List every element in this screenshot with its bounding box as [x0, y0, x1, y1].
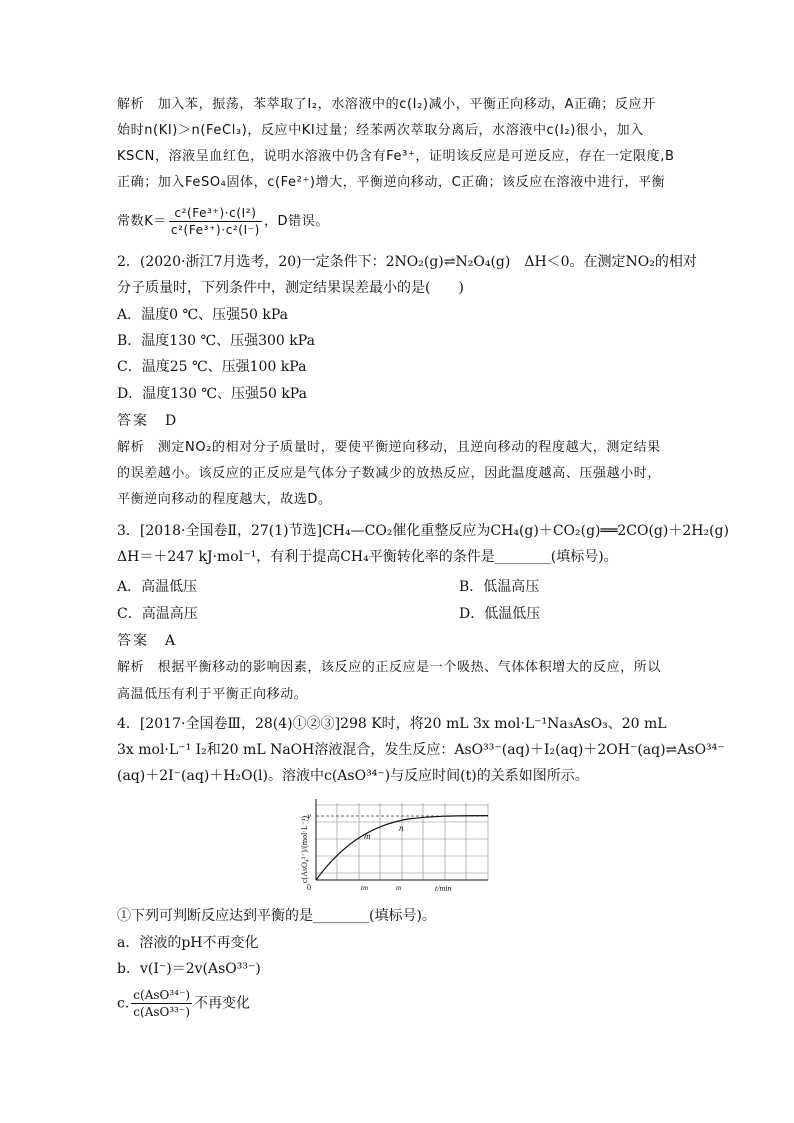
- analysis1-line4: 正确；加入FeSO₄固体，c(Fe²⁺)增大，平衡逆向移动，C正确；该反应在溶液中进行，平衡: [117, 175, 666, 190]
- q2-stem-2: 分子质量时，下列条件中，测定结果误差最小的是( ): [117, 280, 464, 296]
- k-suffix: ，D错误。: [263, 214, 329, 229]
- equilibrium-constant-line: [117, 205, 329, 238]
- k-denominator: c²(Fe³⁺)·c²(I⁻): [170, 223, 260, 237]
- tn-tick-label: tn: [396, 884, 402, 892]
- q3-analysis-1: 解析 根据平衡移动的影响因素，该反应的正反应是一个吸热、气体体积增大的反应，所以: [117, 660, 662, 675]
- q4-stem-3: (aq)＋2I⁻(aq)＋H₂O(l)。溶液中c(AsO³⁴⁻)与反应时间(t)的关系如图所示。: [117, 768, 589, 784]
- q3-answer: 答案 A: [117, 633, 178, 649]
- equilibrium-y-mark: y: [307, 811, 311, 821]
- point-n-label: n: [399, 823, 404, 833]
- q4-option-c-prefix: c.: [117, 995, 130, 1012]
- q2-stem-1: 2．(2020·浙江7月选考，20)一定条件下：2NO₂(g)⇌N₂O₄(g) ΔH＜0。在测定NO₂的相对: [117, 254, 697, 270]
- k-numerator: c²(Fe³⁺)·c(I²): [169, 205, 262, 222]
- y-axis-label: c(AsO₄³⁻)/(mol·L⁻¹): [300, 815, 309, 883]
- analysis1-line1: 解析 加入苯，振荡，苯萃取了I₂，水溶液中的c(I₂)减小，平衡正向移动，A正确；反应开: [117, 97, 656, 112]
- q3-option-b: B．低温高压: [459, 579, 540, 595]
- tm-tick-label: tm: [361, 884, 368, 892]
- q2-option-a: A．温度0 ℃、压强50 kPa: [117, 307, 289, 323]
- x-axis-label: t/min: [435, 884, 452, 893]
- concentration-time-graph: [298, 795, 498, 895]
- ratio-numerator: c(AsO³⁴⁻): [133, 988, 190, 1002]
- q4-option-a: a．溶液的pH不再变化: [117, 935, 259, 951]
- q3-stem-2: ΔH＝＋247 kJ·mol⁻¹，有利于提高CH₄平衡转化率的条件是________(填标号)。: [117, 549, 618, 565]
- q3-option-row-2: [117, 604, 541, 624]
- q3-option-row-1: [117, 577, 540, 597]
- point-m-label: m: [364, 831, 371, 841]
- q2-option-c: C．温度25 ℃、压强100 kPa: [117, 359, 307, 375]
- ratio-denominator: c(AsO³³⁻): [133, 1005, 190, 1019]
- analysis1-line3: KSCN，溶液呈血红色，说明水溶液中仍含有Fe³⁺，证明该反应是可逆反应，存在一定限度,B: [117, 149, 675, 164]
- q3-option-a: A．高温低压: [117, 579, 198, 595]
- q2-option-b: B．温度130 ℃、压强300 kPa: [117, 333, 315, 349]
- q4-option-c-suffix: 不再变化: [194, 995, 250, 1012]
- q2-analysis-1: 解析 测定NO₂的相对分子质量时，要使平衡逆向移动，且逆向移动的程度越大，测定结果: [117, 440, 661, 455]
- ratio-fraction: [131, 987, 192, 1020]
- origin-label: 0: [307, 883, 311, 892]
- q2-answer: 答案 D: [117, 413, 179, 429]
- q4-stem-2: 3x mol·L⁻¹ I₂和20 mL NaOH溶液混合，发生反应：AsO³³⁻(aq)＋I₂(aq)＋2OH⁻(aq)⇌AsO³⁴⁻: [117, 742, 725, 758]
- q3-analysis-2: 高温低压有利于平衡正向移动。: [117, 687, 308, 702]
- q2-analysis-3: 平衡逆向移动的程度越大，故选D。: [117, 492, 332, 507]
- k-fraction: [169, 205, 262, 238]
- q3-option-d: D．低温低压: [459, 606, 541, 622]
- q4-sub-1: ①下列可判断反应达到平衡的是________(填标号)。: [117, 908, 436, 924]
- q3-stem-1: 3．[2018·全国卷Ⅱ，27(1)节选]CH₄—CO₂催化重整反应为CH₄(g)＋CO₂(g)══2CO(g)＋2H₂(g): [117, 523, 729, 539]
- k-prefix: 常数K＝: [117, 214, 167, 229]
- q3-option-c: C．高温高压: [117, 606, 198, 622]
- q4-stem-1: 4．[2017·全国卷Ⅲ，28(4)①②③]298 K时，将20 mL 3x mol·L⁻¹Na₃AsO₃、20 mL: [117, 716, 667, 732]
- analysis1-line2: 始时n(KI)＞n(FeCl₃)，反应中KI过量；经苯两次萃取分离后，水溶液中c(I₂)很小，加入: [117, 123, 644, 138]
- q4-option-c: [117, 987, 250, 1020]
- q4-option-b: b．v(I⁻)＝2v(AsO³³⁻): [117, 961, 261, 977]
- q2-analysis-2: 的误差越小。该反应的正反应是气体分子数减少的放热反应，因此温度越高、压强越小时，: [117, 466, 662, 481]
- graph-grid: [316, 803, 488, 880]
- q2-option-d: D．温度130 ℃、压强50 kPa: [117, 386, 307, 402]
